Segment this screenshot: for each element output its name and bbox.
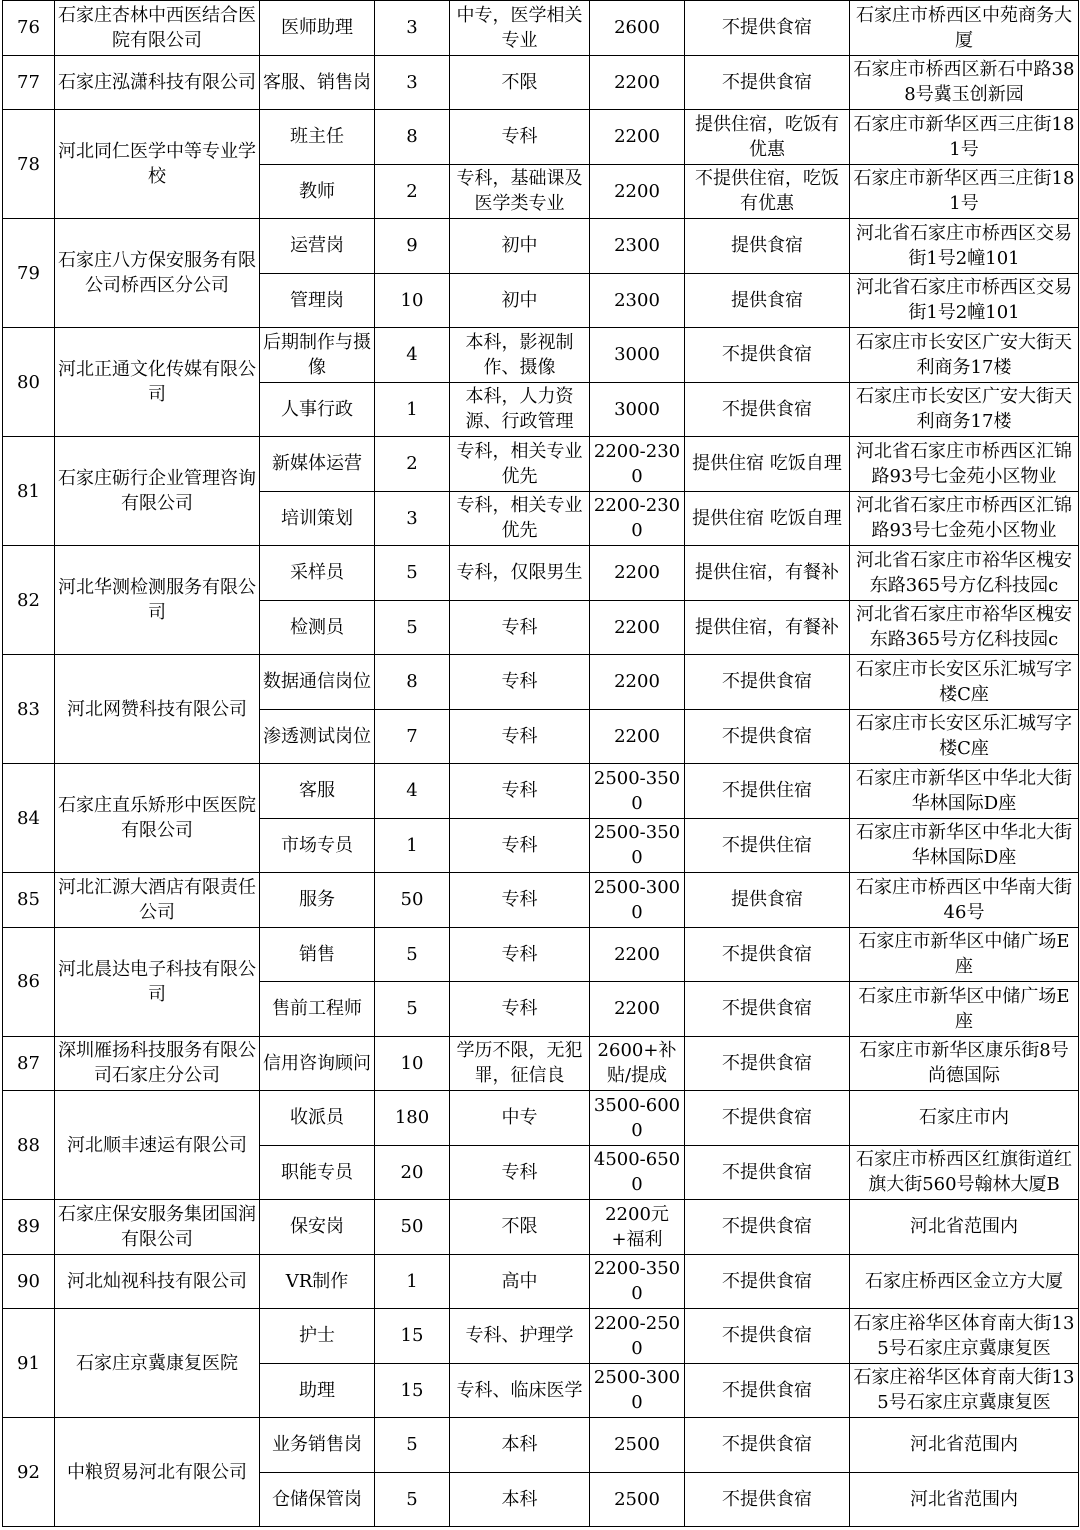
lodging-cell: 提供食宿 [685, 273, 850, 328]
education-requirement-cell: 专科 [450, 600, 590, 655]
salary-cell: 2200元+福利 [590, 1200, 685, 1255]
job-position-cell: 业务销售岗 [260, 1418, 375, 1473]
job-position-cell: 人事行政 [260, 382, 375, 437]
education-requirement-cell: 专科 [450, 982, 590, 1037]
salary-cell: 2200-2300 [590, 437, 685, 492]
table-row [3, 1254, 1079, 1309]
lodging-cell: 不提供住宿 [685, 818, 850, 873]
row-number-cell: 81 [3, 437, 55, 546]
lodging-cell: 不提供食宿 [685, 927, 850, 982]
headcount-cell: 15 [375, 1309, 450, 1364]
job-position-cell: VR制作 [260, 1254, 375, 1309]
job-position-cell: 护士 [260, 1309, 375, 1364]
address-cell: 石家庄市桥西区新石中路388号冀玉创新园 [850, 55, 1079, 110]
job-position-cell: 医师助理 [260, 1, 375, 56]
address-cell: 河北省石家庄市桥西区交易街1号2幢101 [850, 273, 1079, 328]
lodging-cell: 不提供食宿 [685, 328, 850, 383]
salary-cell: 2200 [590, 709, 685, 764]
row-number-cell: 87 [3, 1036, 55, 1091]
salary-cell: 2600 [590, 1, 685, 56]
job-position-cell: 教师 [260, 164, 375, 219]
salary-cell: 2200 [590, 55, 685, 110]
address-cell: 石家庄市新华区中华北大街华林国际D座 [850, 764, 1079, 819]
education-requirement-cell: 初中 [450, 273, 590, 328]
salary-cell: 3000 [590, 328, 685, 383]
lodging-cell: 不提供食宿 [685, 1200, 850, 1255]
lodging-cell: 不提供住宿，吃饭有优惠 [685, 164, 850, 219]
lodging-cell: 不提供食宿 [685, 1091, 850, 1146]
education-requirement-cell: 专科 [450, 1145, 590, 1200]
company-name-cell: 中粮贸易河北有限公司 [55, 1418, 260, 1527]
row-number-cell: 86 [3, 927, 55, 1036]
lodging-cell: 不提供食宿 [685, 1418, 850, 1473]
job-table-body [3, 1, 1079, 1527]
table-row [3, 1091, 1079, 1146]
row-number-cell: 83 [3, 655, 55, 764]
education-requirement-cell: 本科 [450, 1472, 590, 1527]
address-cell: 河北省石家庄市桥西区汇锦路93号七金苑小区物业 [850, 491, 1079, 546]
education-requirement-cell: 本科，人力资源、行政管理 [450, 382, 590, 437]
row-number-cell: 91 [3, 1309, 55, 1418]
table-row [3, 873, 1079, 928]
job-position-cell: 仓储保管岗 [260, 1472, 375, 1527]
salary-cell: 3500-6000 [590, 1091, 685, 1146]
row-number-cell: 84 [3, 764, 55, 873]
lodging-cell: 不提供食宿 [685, 1254, 850, 1309]
salary-cell: 2500-3500 [590, 818, 685, 873]
table-row [3, 328, 1079, 383]
headcount-cell: 1 [375, 818, 450, 873]
education-requirement-cell: 专科 [450, 818, 590, 873]
job-position-cell: 客服 [260, 764, 375, 819]
address-cell: 石家庄桥西区金立方大厦 [850, 1254, 1079, 1309]
table-row [3, 927, 1079, 982]
headcount-cell: 1 [375, 1254, 450, 1309]
education-requirement-cell: 高中 [450, 1254, 590, 1309]
row-number-cell: 80 [3, 328, 55, 437]
address-cell: 石家庄市长安区广安大街天利商务17楼 [850, 382, 1079, 437]
headcount-cell: 5 [375, 600, 450, 655]
headcount-cell: 10 [375, 273, 450, 328]
job-position-cell: 助理 [260, 1363, 375, 1418]
headcount-cell: 5 [375, 1472, 450, 1527]
headcount-cell: 50 [375, 1200, 450, 1255]
headcount-cell: 4 [375, 328, 450, 383]
education-requirement-cell: 专科 [450, 927, 590, 982]
row-number-cell: 92 [3, 1418, 55, 1527]
lodging-cell: 提供食宿 [685, 219, 850, 274]
headcount-cell: 8 [375, 110, 450, 165]
education-requirement-cell: 初中 [450, 219, 590, 274]
job-position-cell: 职能专员 [260, 1145, 375, 1200]
job-position-cell: 检测员 [260, 600, 375, 655]
address-cell: 河北省范围内 [850, 1200, 1079, 1255]
headcount-cell: 5 [375, 1418, 450, 1473]
headcount-cell: 7 [375, 709, 450, 764]
table-row [3, 764, 1079, 819]
salary-cell: 2200 [590, 600, 685, 655]
company-name-cell: 河北顺丰速运有限公司 [55, 1091, 260, 1200]
row-number-cell: 79 [3, 219, 55, 328]
lodging-cell: 不提供食宿 [685, 709, 850, 764]
education-requirement-cell: 专科，基础课及医学类专业 [450, 164, 590, 219]
headcount-cell: 4 [375, 764, 450, 819]
lodging-cell: 不提供食宿 [685, 655, 850, 710]
job-position-cell: 培训策划 [260, 491, 375, 546]
job-position-cell: 售前工程师 [260, 982, 375, 1037]
table-row [3, 655, 1079, 710]
job-position-cell: 收派员 [260, 1091, 375, 1146]
education-requirement-cell: 学历不限，无犯罪，征信良 [450, 1036, 590, 1091]
salary-cell: 2500-3000 [590, 1363, 685, 1418]
company-name-cell: 河北正通文化传媒有限公司 [55, 328, 260, 437]
job-position-cell: 信用咨询顾问 [260, 1036, 375, 1091]
address-cell: 石家庄市新华区西三庄街181号 [850, 164, 1079, 219]
address-cell: 河北省石家庄市桥西区汇锦路93号七金苑小区物业 [850, 437, 1079, 492]
salary-cell: 2200 [590, 164, 685, 219]
job-position-cell: 采样员 [260, 546, 375, 601]
address-cell: 石家庄市新华区中储广场E座 [850, 927, 1079, 982]
lodging-cell: 不提供食宿 [685, 1472, 850, 1527]
table-row [3, 55, 1079, 110]
salary-cell: 3000 [590, 382, 685, 437]
company-name-cell: 河北同仁医学中等专业学校 [55, 110, 260, 219]
education-requirement-cell: 不限 [450, 55, 590, 110]
headcount-cell: 1 [375, 382, 450, 437]
address-cell: 石家庄市长安区乐汇城写字楼C座 [850, 709, 1079, 764]
company-name-cell: 河北汇源大酒店有限责任公司 [55, 873, 260, 928]
headcount-cell: 15 [375, 1363, 450, 1418]
address-cell: 石家庄市长安区广安大街天利商务17楼 [850, 328, 1079, 383]
salary-cell: 2200 [590, 655, 685, 710]
address-cell: 石家庄市桥西区中华南大街46号 [850, 873, 1079, 928]
job-position-cell: 服务 [260, 873, 375, 928]
job-position-cell: 新媒体运营 [260, 437, 375, 492]
headcount-cell: 50 [375, 873, 450, 928]
address-cell: 石家庄市桥西区红旗街道红旗大街560号翰林大厦B [850, 1145, 1079, 1200]
job-position-cell: 渗透测试岗位 [260, 709, 375, 764]
address-cell: 河北省范围内 [850, 1472, 1079, 1527]
education-requirement-cell: 专科 [450, 873, 590, 928]
job-position-cell: 市场专员 [260, 818, 375, 873]
headcount-cell: 3 [375, 491, 450, 546]
education-requirement-cell: 本科，影视制作、摄像 [450, 328, 590, 383]
salary-cell: 2200 [590, 927, 685, 982]
headcount-cell: 9 [375, 219, 450, 274]
salary-cell: 2500-3000 [590, 873, 685, 928]
lodging-cell: 不提供食宿 [685, 382, 850, 437]
company-name-cell: 石家庄保安服务集团国润有限公司 [55, 1200, 260, 1255]
address-cell: 河北省石家庄市裕华区槐安东路365号方亿科技园c [850, 600, 1079, 655]
table-row [3, 546, 1079, 601]
headcount-cell: 2 [375, 437, 450, 492]
education-requirement-cell: 不限 [450, 1200, 590, 1255]
row-number-cell: 88 [3, 1091, 55, 1200]
address-cell: 河北省石家庄市裕华区槐安东路365号方亿科技园c [850, 546, 1079, 601]
salary-cell: 2200 [590, 110, 685, 165]
row-number-cell: 90 [3, 1254, 55, 1309]
education-requirement-cell: 专科 [450, 655, 590, 710]
headcount-cell: 10 [375, 1036, 450, 1091]
row-number-cell: 89 [3, 1200, 55, 1255]
job-position-cell: 数据通信岗位 [260, 655, 375, 710]
lodging-cell: 不提供食宿 [685, 982, 850, 1037]
lodging-cell: 提供住宿 吃饭自理 [685, 491, 850, 546]
table-row [3, 1036, 1079, 1091]
lodging-cell: 不提供食宿 [685, 1036, 850, 1091]
education-requirement-cell: 本科 [450, 1418, 590, 1473]
job-position-cell: 后期制作与摄像 [260, 328, 375, 383]
education-requirement-cell: 专科 [450, 110, 590, 165]
headcount-cell: 8 [375, 655, 450, 710]
lodging-cell: 提供食宿 [685, 873, 850, 928]
education-requirement-cell: 专科、护理学 [450, 1309, 590, 1364]
salary-cell: 2300 [590, 219, 685, 274]
lodging-cell: 提供住宿，有餐补 [685, 546, 850, 601]
headcount-cell: 5 [375, 927, 450, 982]
headcount-cell: 20 [375, 1145, 450, 1200]
salary-cell: 2200 [590, 982, 685, 1037]
salary-cell: 2200-2300 [590, 491, 685, 546]
table-row [3, 1, 1079, 56]
education-requirement-cell: 专科，仅限男生 [450, 546, 590, 601]
salary-cell: 2500 [590, 1472, 685, 1527]
headcount-cell: 2 [375, 164, 450, 219]
salary-cell: 2200 [590, 546, 685, 601]
table-row [3, 1200, 1079, 1255]
address-cell: 石家庄市桥西区中苑商务大厦 [850, 1, 1079, 56]
table-row [3, 219, 1079, 274]
table-row [3, 1309, 1079, 1364]
salary-cell: 2300 [590, 273, 685, 328]
lodging-cell: 提供住宿，吃饭有优惠 [685, 110, 850, 165]
table-row [3, 437, 1079, 492]
education-requirement-cell: 中专 [450, 1091, 590, 1146]
row-number-cell: 76 [3, 1, 55, 56]
salary-cell: 2600+补贴/提成 [590, 1036, 685, 1091]
address-cell: 石家庄市新华区中华北大街华林国际D座 [850, 818, 1079, 873]
address-cell: 石家庄市内 [850, 1091, 1079, 1146]
company-name-cell: 河北华测检测服务有限公司 [55, 546, 260, 655]
address-cell: 石家庄市长安区乐汇城写字楼C座 [850, 655, 1079, 710]
salary-cell: 2200-3500 [590, 1254, 685, 1309]
lodging-cell: 不提供食宿 [685, 55, 850, 110]
job-position-cell: 客服、销售岗 [260, 55, 375, 110]
lodging-cell: 提供住宿 吃饭自理 [685, 437, 850, 492]
row-number-cell: 78 [3, 110, 55, 219]
salary-cell: 2200-2500 [590, 1309, 685, 1364]
lodging-cell: 不提供住宿 [685, 764, 850, 819]
job-position-cell: 销售 [260, 927, 375, 982]
education-requirement-cell: 专科，相关专业优先 [450, 491, 590, 546]
company-name-cell: 石家庄杏林中西医结合医院有限公司 [55, 1, 260, 56]
job-position-cell: 管理岗 [260, 273, 375, 328]
row-number-cell: 77 [3, 55, 55, 110]
salary-cell: 4500-6500 [590, 1145, 685, 1200]
address-cell: 石家庄市新华区中储广场E座 [850, 982, 1079, 1037]
address-cell: 河北省范围内 [850, 1418, 1079, 1473]
education-requirement-cell: 专科，相关专业优先 [450, 437, 590, 492]
salary-cell: 2500 [590, 1418, 685, 1473]
education-requirement-cell: 中专，医学相关专业 [450, 1, 590, 56]
job-listing-table [2, 0, 1079, 1527]
row-number-cell: 82 [3, 546, 55, 655]
headcount-cell: 180 [375, 1091, 450, 1146]
company-name-cell: 石家庄泓潇科技有限公司 [55, 55, 260, 110]
address-cell: 河北省石家庄市桥西区交易街1号2幢101 [850, 219, 1079, 274]
table-row [3, 110, 1079, 165]
job-position-cell: 运营岗 [260, 219, 375, 274]
education-requirement-cell: 专科 [450, 764, 590, 819]
company-name-cell: 河北晨达电子科技有限公司 [55, 927, 260, 1036]
job-position-cell: 保安岗 [260, 1200, 375, 1255]
lodging-cell: 不提供食宿 [685, 1309, 850, 1364]
address-cell: 石家庄市新华区西三庄街181号 [850, 110, 1079, 165]
headcount-cell: 5 [375, 982, 450, 1037]
company-name-cell: 河北灿视科技有限公司 [55, 1254, 260, 1309]
headcount-cell: 3 [375, 1, 450, 56]
salary-cell: 2500-3500 [590, 764, 685, 819]
job-position-cell: 班主任 [260, 110, 375, 165]
lodging-cell: 不提供食宿 [685, 1, 850, 56]
company-name-cell: 石家庄京冀康复医院 [55, 1309, 260, 1418]
lodging-cell: 不提供食宿 [685, 1145, 850, 1200]
education-requirement-cell: 专科 [450, 709, 590, 764]
table-row [3, 1418, 1079, 1473]
company-name-cell: 河北网赞科技有限公司 [55, 655, 260, 764]
company-name-cell: 深圳雁扬科技服务有限公司石家庄分公司 [55, 1036, 260, 1091]
company-name-cell: 石家庄八方保安服务有限公司桥西区分公司 [55, 219, 260, 328]
company-name-cell: 石家庄直乐矫形中医医院有限公司 [55, 764, 260, 873]
address-cell: 石家庄裕华区体育南大街135号石家庄京冀康复医 [850, 1309, 1079, 1364]
lodging-cell: 提供住宿，有餐补 [685, 600, 850, 655]
lodging-cell: 不提供食宿 [685, 1363, 850, 1418]
address-cell: 石家庄市新华区康乐街8号尚德国际 [850, 1036, 1079, 1091]
row-number-cell: 85 [3, 873, 55, 928]
education-requirement-cell: 专科、临床医学 [450, 1363, 590, 1418]
headcount-cell: 3 [375, 55, 450, 110]
address-cell: 石家庄裕华区体育南大街135号石家庄京冀康复医 [850, 1363, 1079, 1418]
company-name-cell: 石家庄砺行企业管理咨询有限公司 [55, 437, 260, 546]
headcount-cell: 5 [375, 546, 450, 601]
